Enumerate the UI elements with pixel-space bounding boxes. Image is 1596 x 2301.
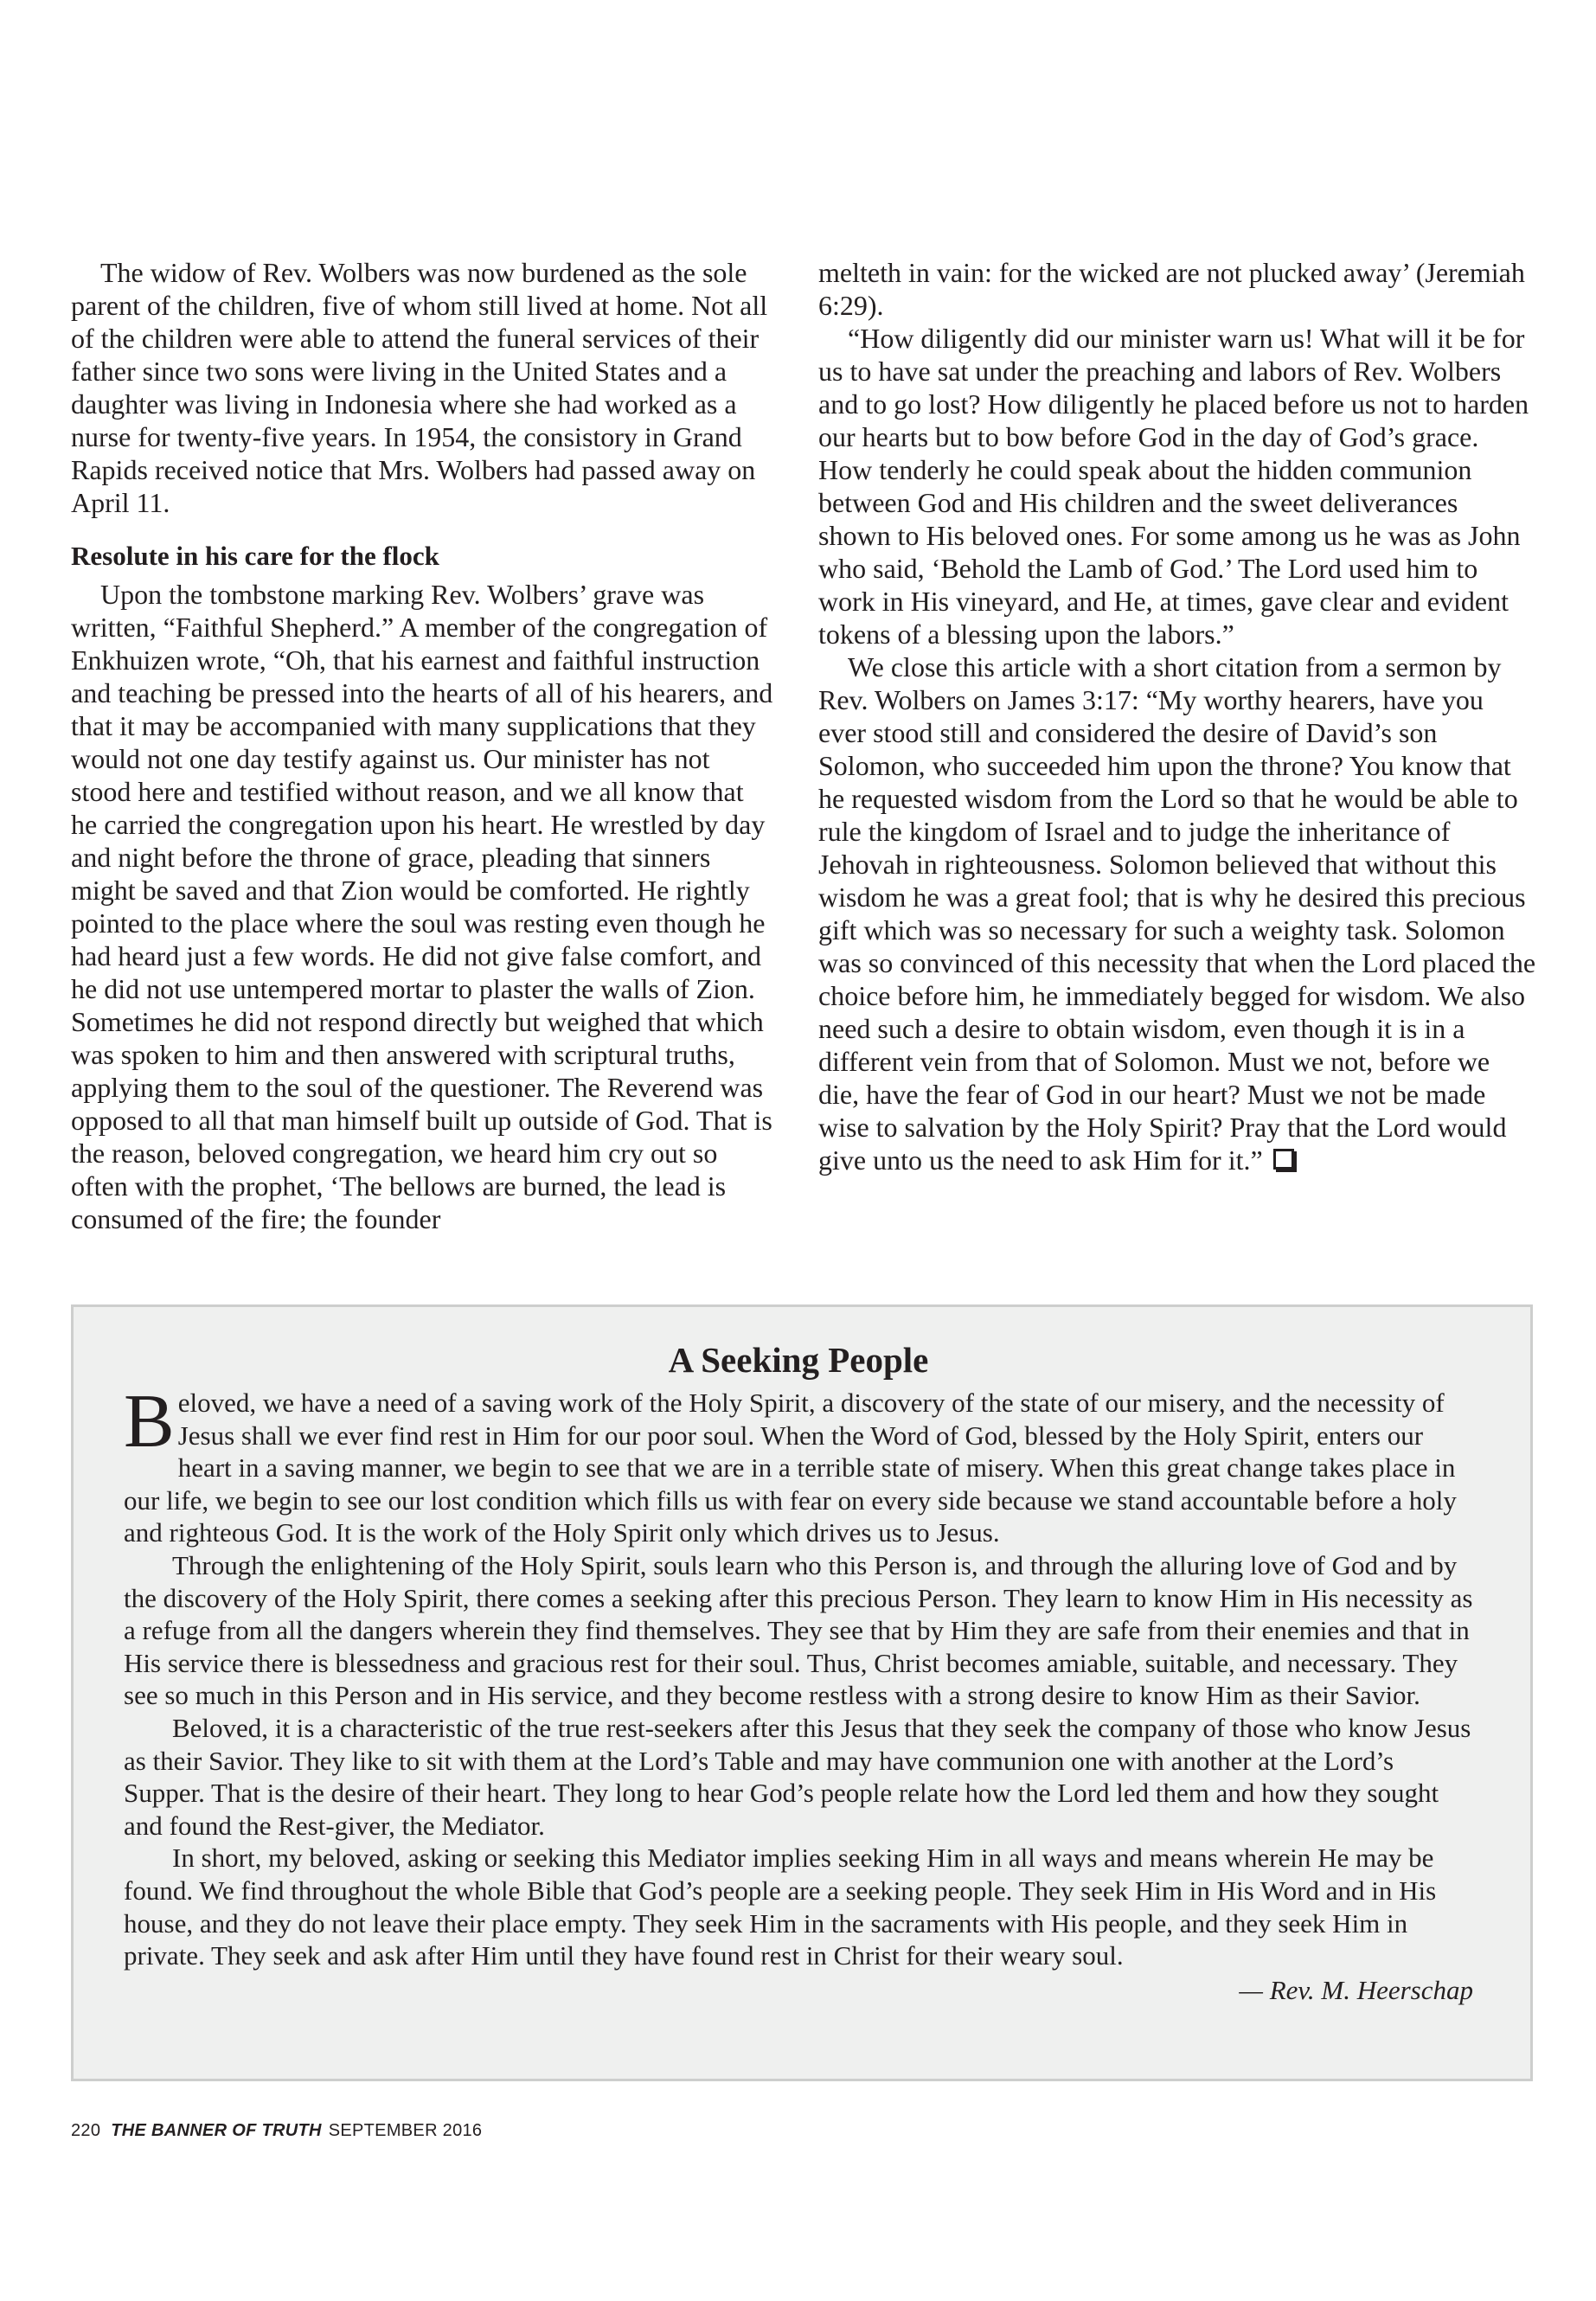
page-footer bbox=[71, 2121, 482, 2141]
article-paragraph: Upon the tombstone marking Rev. Wolbers’ grave was written, “Faithful Shepherd.” A member of the congregation of Enkhuizen wrote, “Oh, that his earnest and faithful instruction and teaching be pressed into the hearts of all of his hearers, and that it may be accompanied with many supplications that they would not one day testify against us. Our minister has not stood here and testified without reason, and we all know that he carried the congregation upon his heart. He wrestled by day and night before the throne of grace, pleading that sinners might be saved and that Zion would be comforted. He rightly pointed to the place where the soul was resting even though he had heard just a few words. He did not give false comfort, and he did not use untempered mortar to plaster the walls of Zion. Sometimes he did not respond directly but weighed that which was spoken to him and then answered with scriptural truths, applying them to the soul of the questioner. The Reverend was opposed to all that man himself built up outside of God. That is the reason, beloved congregation, we heard him cry out so often with the prophet, ‘The bellows are burned, the lead is consumed of the fire; the founder bbox=[71, 579, 773, 1234]
sidebar-author: — Rev. M. Heerschap bbox=[1239, 1974, 1473, 2005]
article-column-left bbox=[71, 256, 776, 1235]
section-heading: Resolute in his care for the flock bbox=[71, 541, 439, 571]
article-column-right bbox=[818, 256, 1536, 1176]
drop-cap: B bbox=[124, 1380, 175, 1464]
sidebar-paragraph: In short, my beloved, asking or seeking this Mediator implies seeking Him in all ways and means wherein He may be found. We find throughout the whole Bible that God’s people are a seeking people. They seek Him in His Word and in His house, and they do not leave their place empty. They seek Him in the sacraments with His people, and they seek Him in private. They seek and ask after Him until they have found rest in Christ for their weary soul. bbox=[124, 1843, 1437, 1971]
end-of-article-icon bbox=[1273, 1149, 1294, 1170]
article-paragraph-text: We close this article with a short citation from a sermon by Rev. Wolbers on James 3:17: “My worthy hearers, have you ever stood still and considered the desire of David’s son Solomon, who succeeded him upon the throne? You know that he requested wisdom from the Lord so that he would be able to rule the kingdom of Israel and to judge the inheritance of Jehovah in righteousness. Solomon believed that without this wisdom he was a great fool; that is why he desired this precious gift which was so necessary for such a weighty task. Solomon was so convinced of this necessity that when the Lord placed the choice before him, he immediately begged for wisdom. We also need such a desire to obtain wisdom, even though it is in a different vein from that of Solomon. Must we not, before we die, have the fear of God in our heart? Must we not be made wise to salvation by the Holy Spirit? Pray that the Lord would give unto us the need to ask Him for it.” bbox=[818, 651, 1536, 1176]
article-paragraph: “How diligently did our minister warn us! What will it be for us to have sat under the preaching and labors of Rev. Wolbers and to go lost? How diligently he placed before us not to harden our hearts but to bow before God in the day of God’s grace. How tenderly he could speak about the hidden communion between God and His children and the sweet deliverances shown to His beloved ones. For some among us he was as John who said, ‘Behold the Lamb of God.’ The Lord used him to work in His vineyard, and He, at times, gave clear and evident tokens of a blessing upon the labors.” bbox=[818, 323, 1529, 650]
issue-date: SEPTEMBER 2016 bbox=[328, 2121, 483, 2140]
sidebar-paragraph bbox=[124, 1380, 1473, 1549]
sidebar-body bbox=[124, 1380, 1473, 2006]
sidebar-paragraph: Through the enlightening of the Holy Spirit, souls learn who this Person is, and through the alluring love of God and by the discovery of the Holy Spirit, there comes a seeking after this precious Person. They learn to know Him in His necessity as a refuge from all the dangers wherein they find themselves. They see that by Him they are safe from their enemies and that in His service there is blessedness and gracious rest for their soul. Thus, Christ becomes amiable, suitable, and necessary. They see so much in this Person and in His service, and they become restless with a strong desire to know Him as their Savior. bbox=[124, 1549, 1473, 1711]
magazine-title: THE BANNER OF TRUTH bbox=[111, 2121, 322, 2140]
sidebar-title: A Seeking People bbox=[668, 1340, 929, 1380]
sidebar-box bbox=[71, 1304, 1533, 2081]
article-paragraph-final bbox=[818, 651, 1536, 1176]
sidebar-paragraph: Beloved, it is a characteristic of the true rest-seekers after this Jesus that they seek the company of those who know Jesus as their Savior. They like to sit with them at the Lord’s Table and may have communion one with another at the Lord’s Supper. That is the desire of their heart. They long to hear God’s people relate how the Lord led them and how they sought and found the Rest-giver, the Mediator. bbox=[124, 1712, 1471, 1841]
article-paragraph: melteth in vain: for the wicked are not plucked away’ (Jeremiah 6:29). bbox=[818, 257, 1525, 321]
page-number: 220 bbox=[71, 2121, 101, 2140]
sidebar-paragraph-text: eloved, we have a need of a saving work of the Holy Spirit, a discovery of the state of our misery, and the necessity of Jesus shall we ever find rest in Him for our poor soul. When the Word of God, blessed by the Holy Spirit, enters our heart in a saving manner, we begin to see that we are in a terrible state of misery. When this great change takes place in our life, we begin to see our lost condition which fills us with fear on every side because we stand accountable before a holy and righteous God. It is the work of the Holy Spirit only which drives us to Jesus. bbox=[124, 1388, 1457, 1548]
article-paragraph: The widow of Rev. Wolbers was now burdened as the sole parent of the children, five of whom still lived at home. Not all of the children were able to attend the funeral services of their father since two sons were living in the United States and a daughter was living in Indonesia where she had worked as a nurse for twenty-five years. In 1954, the consistory in Grand Rapids received notice that Mrs. Wolbers had passed away on April 11. bbox=[71, 257, 768, 518]
